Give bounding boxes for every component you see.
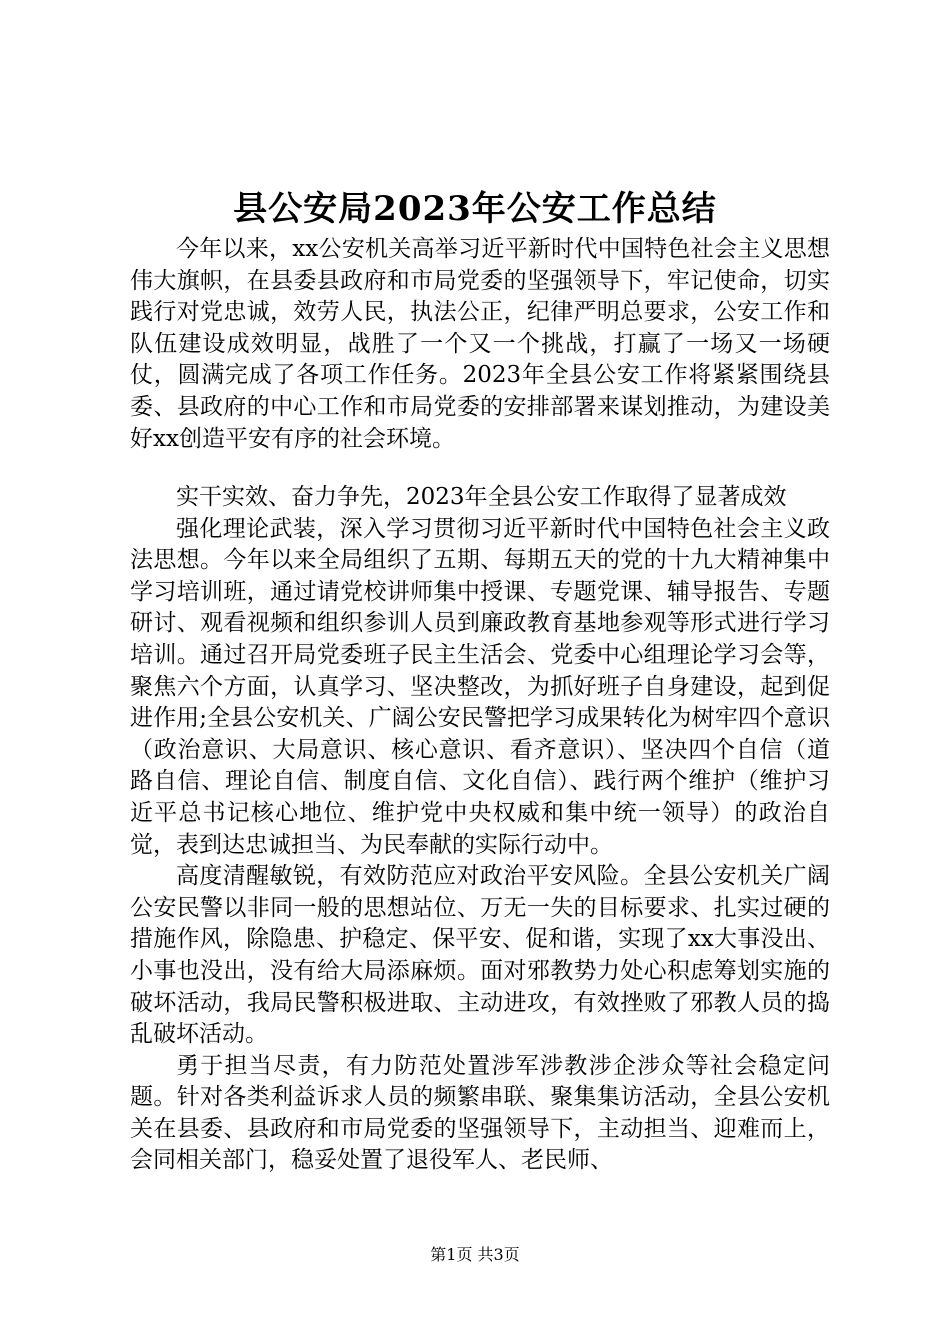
main-section bbox=[130, 482, 830, 1177]
document-title: 县公安局2023年公安工作总结 bbox=[233, 189, 717, 229]
intro-section bbox=[130, 234, 830, 455]
paragraph-theory: 强化理论武装，深入学习贯彻习近平新时代中国特色社会主义政法思想。今年以来全局组织了五期、每期五天的党的十九大精神集中学习培训班，通过请党校讲师集中授课、专题党课、辅导报告、专题研讨、观看视频和组织参训人员到廉政教育基地参观等形式进行学习培训。通过召开局党委班子民主生活会、党委中心组理论学习会等，聚焦六个方面，认真学习、坚决整改，为抓好班子自身建设，起到促进作用;全县公安机关、广阔公安民警把学习成果转化为树牢四个意识（政治意识、大局意识、核心意识、看齐意识）、坚决四个自信（道路自信、理论自信、制度自信、文化自信）、践行两个维护（维护习近平总书记核心地位、维护党中央权威和集中统一领导）的政治自觉，表到达忠诚担当、为民奉献的实际行动中。 bbox=[130, 515, 830, 858]
section-heading: 实干实效、奋力争先，2023年全县公安工作取得了显著成效 bbox=[176, 484, 787, 510]
paragraph-intro: 今年以来，xx公安机关高举习近平新时代中国特色社会主义思想伟大旗帜，在县委县政府和市局党委的坚强领导下，牢记使命，切实践行对党忠诚，效劳人民，执法公正，纪律严明总要求，公安工作和队伍建设成效明显，战胜了一个又一个挑战，打赢了一场又一场硬仗，圆满完成了各项工作任务。2023年全县公安工作将紧紧围绕县委、县政府的中心工作和市局党委的安排部署来谋划推动，为建设美好xx创造平安有序的社会环境。 bbox=[130, 236, 830, 452]
paragraph-stability: 勇于担当尽责，有力防范处置涉军涉教涉企涉众等社会稳定问题。针对各类利益诉求人员的频繁串联、聚集集访活动，全县公安机关在县委、县政府和市局党委的坚强领导下，主动担当、迎难而上，会同相关部门，稳妥处置了退役军人、老民师、 bbox=[130, 1052, 830, 1174]
paragraph-security-risk: 高度清醒敏锐，有效防范应对政治平安风险。全县公安机关广阔公安民警以非同一般的思想站位、万无一失的目标要求、扎实过硬的措施作风，除隐患、护稳定、保平安、促和谐，实现了xx大事没出、小事也没出，没有给大局添麻烦。面对邪教势力处心积虑筹划实施的破坏活动，我局民警积极进取、主动进攻，有效挫败了邪教人员的捣乱破坏活动。 bbox=[130, 863, 830, 1048]
page-footer: 第1页 共3页 bbox=[430, 1245, 520, 1264]
